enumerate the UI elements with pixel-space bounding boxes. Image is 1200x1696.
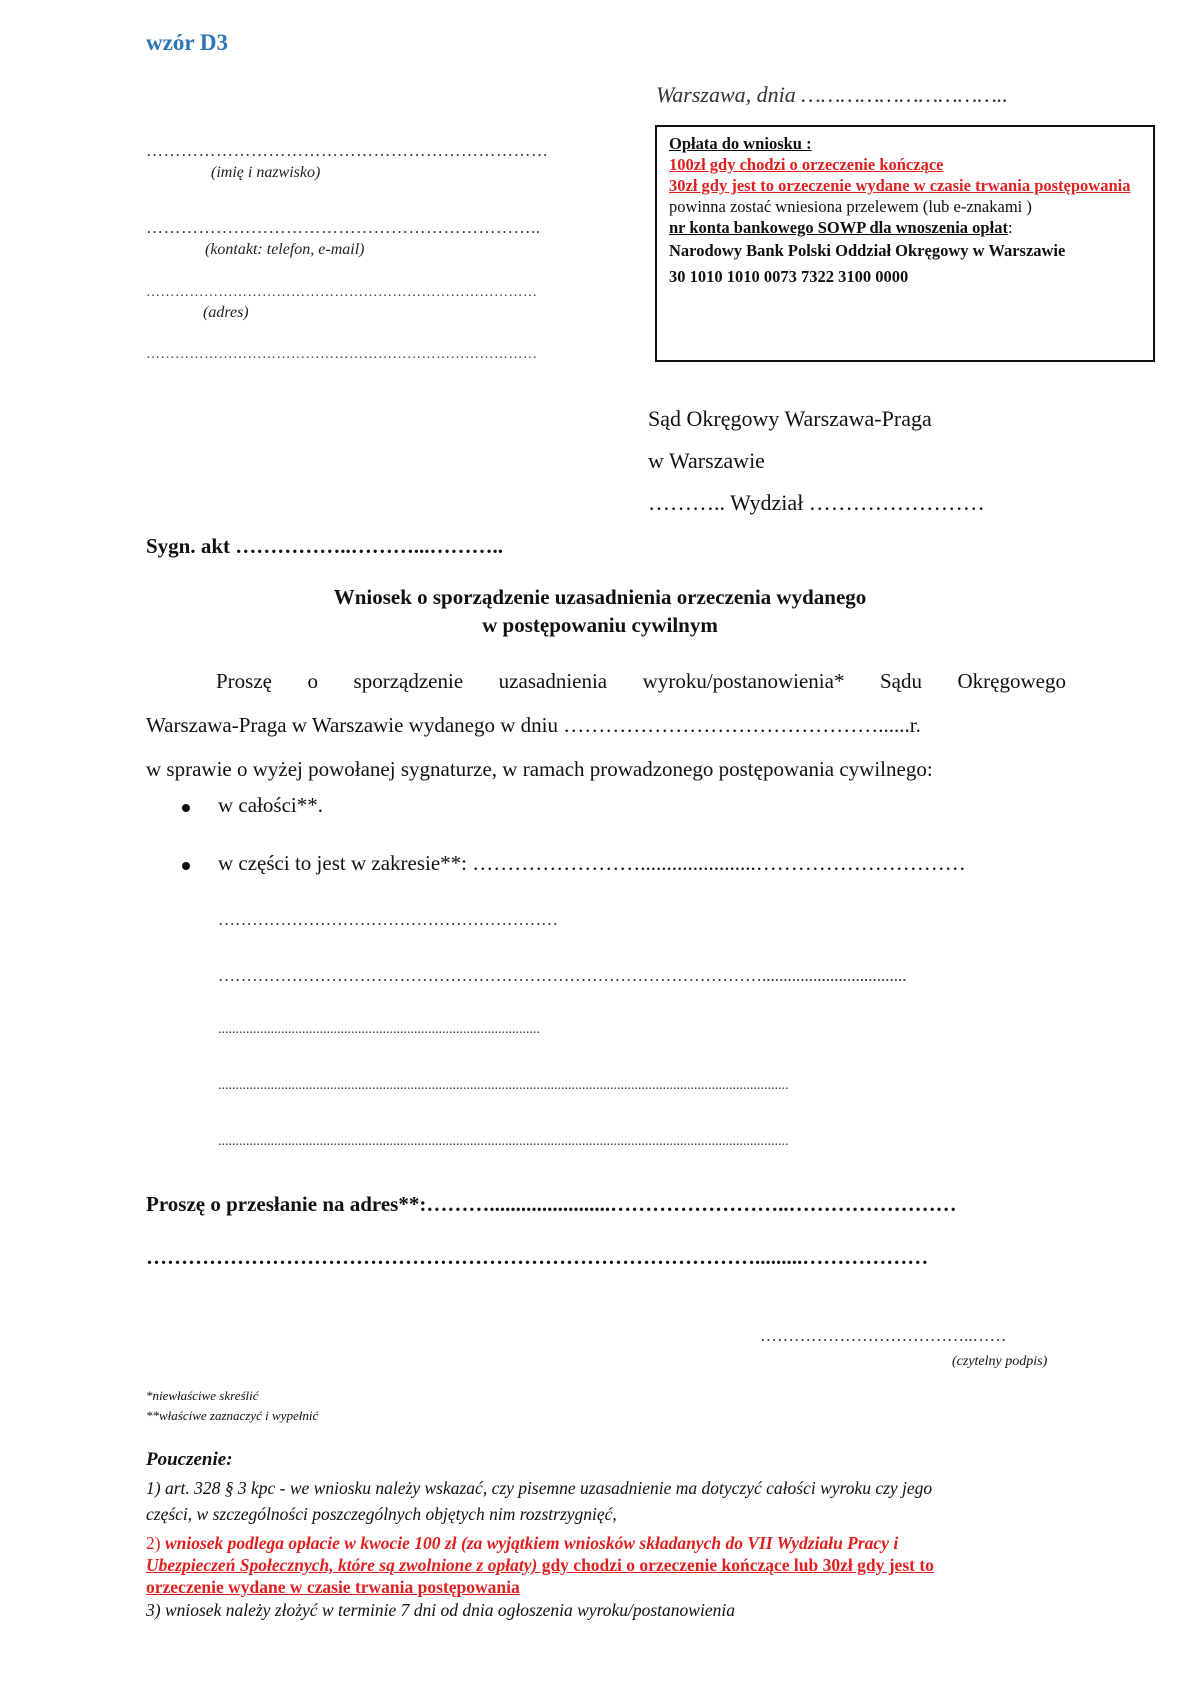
bank-account-heading-row	[669, 217, 1143, 238]
fee-interim-judgment: 30zł gdy jest to orzeczenie wydane w czasie trwania postępowania	[669, 176, 1131, 195]
instruction-1: 1) art. 328 § 3 kpc - we wniosku należy wskazać, czy pisemne uzasadnienie ma dotyczyć całości wyroku czy jego	[146, 1478, 933, 1498]
bullet-icon	[182, 862, 190, 870]
bank-name: Narodowy Bank Polski Oddział Okręgowy w Warszawie	[669, 241, 1066, 260]
mailing-address-field-2[interactable]: …………………………………………………………………………….........………………	[146, 1245, 929, 1269]
signature-field[interactable]: ………………………………..……	[760, 1326, 1007, 1345]
scope-line[interactable]: ............................................................................................	[218, 1022, 540, 1037]
fee-payment-method: powinna zostać wniesiona przelewem (lub e-znakami )	[669, 197, 1032, 216]
address-caption: (adres)	[203, 304, 249, 321]
document-title: Wniosek o sporządzenie uzasadnienia orzeczenia wydanego	[333, 585, 867, 609]
instruction-2-end: orzeczenie wydane w czasie trwania postępowania	[146, 1577, 520, 1597]
scope-line[interactable]: ……………………………………………………………………………………..................................	[218, 966, 907, 985]
place-date-field[interactable]: Warszawa, dnia …………………………..	[656, 82, 1008, 107]
scope-line[interactable]: ……………………………………………………	[218, 910, 558, 929]
court-city: w Warszawie	[648, 448, 765, 473]
signature-caption: (czytelny podpis)	[952, 1354, 1048, 1369]
request-paragraph-line-1: Proszę o sporządzenie uzasadnienia wyroku/postanowienia* Sądu Okręgowego	[216, 669, 1066, 693]
court-name: Sąd Okręgowy Warszawa-Praga	[648, 406, 932, 431]
footnote-mark-fill: **właściwe zaznaczyć i wypełnić	[146, 1408, 319, 1423]
template-label: wzór D3	[146, 30, 228, 55]
contact-field[interactable]: …………………………………………………………..	[146, 218, 541, 237]
instruction-3: 3) wniosek należy złożyć w terminie 7 dni od dnia ogłoszenia wyroku/postanowienia	[146, 1600, 735, 1620]
case-number-field[interactable]: Sygn. akt ……………..………...………..	[146, 534, 504, 558]
address-field[interactable]: ………………………………………………………………………	[146, 285, 538, 300]
option-whole[interactable]: w całości**.	[218, 793, 323, 817]
fee-box-title: Opłata do wniosku :	[669, 134, 812, 153]
instruction-1-continued: części, w szczególności poszczególnych objętych nim rozstrzygnięć,	[146, 1504, 617, 1524]
bullet-icon	[182, 804, 190, 812]
fee-info-box	[655, 125, 1155, 362]
request-paragraph-line-3: w sprawie o wyżej powołanej sygnaturze, w ramach prowadzonego postępowania cywilnego:	[146, 757, 933, 781]
instruction-2-continued: Ubezpieczeń Społecznych, które są zwolnione z opłaty) gdy chodzi o orzeczenie kończące lub 30zł gdy jest to	[146, 1555, 934, 1575]
instructions-title: Pouczenie:	[146, 1449, 233, 1470]
address-field-2[interactable]: ………………………………………………………………………	[146, 347, 538, 362]
instruction-2: 2) wniosek podlega opłacie w kwocie 100 zł (za wyjątkiem wniosków składanych do VII Wydziału Pracy i	[146, 1533, 899, 1553]
request-paragraph-line-2[interactable]: Warszawa-Praga w Warszawie wydanego w dniu ………………………………………......r.	[146, 713, 921, 737]
bank-account-heading: nr konta bankowego SOWP dla wnoszenia opłat	[669, 218, 1008, 237]
name-caption: (imię i nazwisko)	[211, 164, 321, 181]
bank-account-number: 30 1010 1010 0073 7322 3100 0000	[669, 267, 909, 286]
document-subtitle: w postępowaniu cywilnym	[482, 613, 718, 637]
court-division-field[interactable]: ……….. Wydział ……………………	[648, 490, 985, 515]
scope-line[interactable]: ...................................................................................................................................................................	[218, 1134, 789, 1149]
name-field[interactable]: ……………………………………………………………	[146, 141, 549, 160]
footnote-strike-out: *niewłaściwe skreślić	[146, 1388, 259, 1403]
option-partial[interactable]: w części to jest w zakresie**: ……………………......................…………………………	[218, 851, 966, 875]
bank-account-heading-colon: :	[1007, 218, 1013, 237]
contact-caption: (kontakt: telefon, e-mail)	[205, 241, 365, 258]
scope-line[interactable]: ...................................................................................................................................................................	[218, 1078, 789, 1093]
fee-full-judgment: 100zł gdy chodzi o orzeczenie kończące	[669, 155, 944, 174]
mailing-address-field[interactable]: Proszę o przesłanie na adres**:……….......................……………………..……………………	[146, 1192, 957, 1216]
